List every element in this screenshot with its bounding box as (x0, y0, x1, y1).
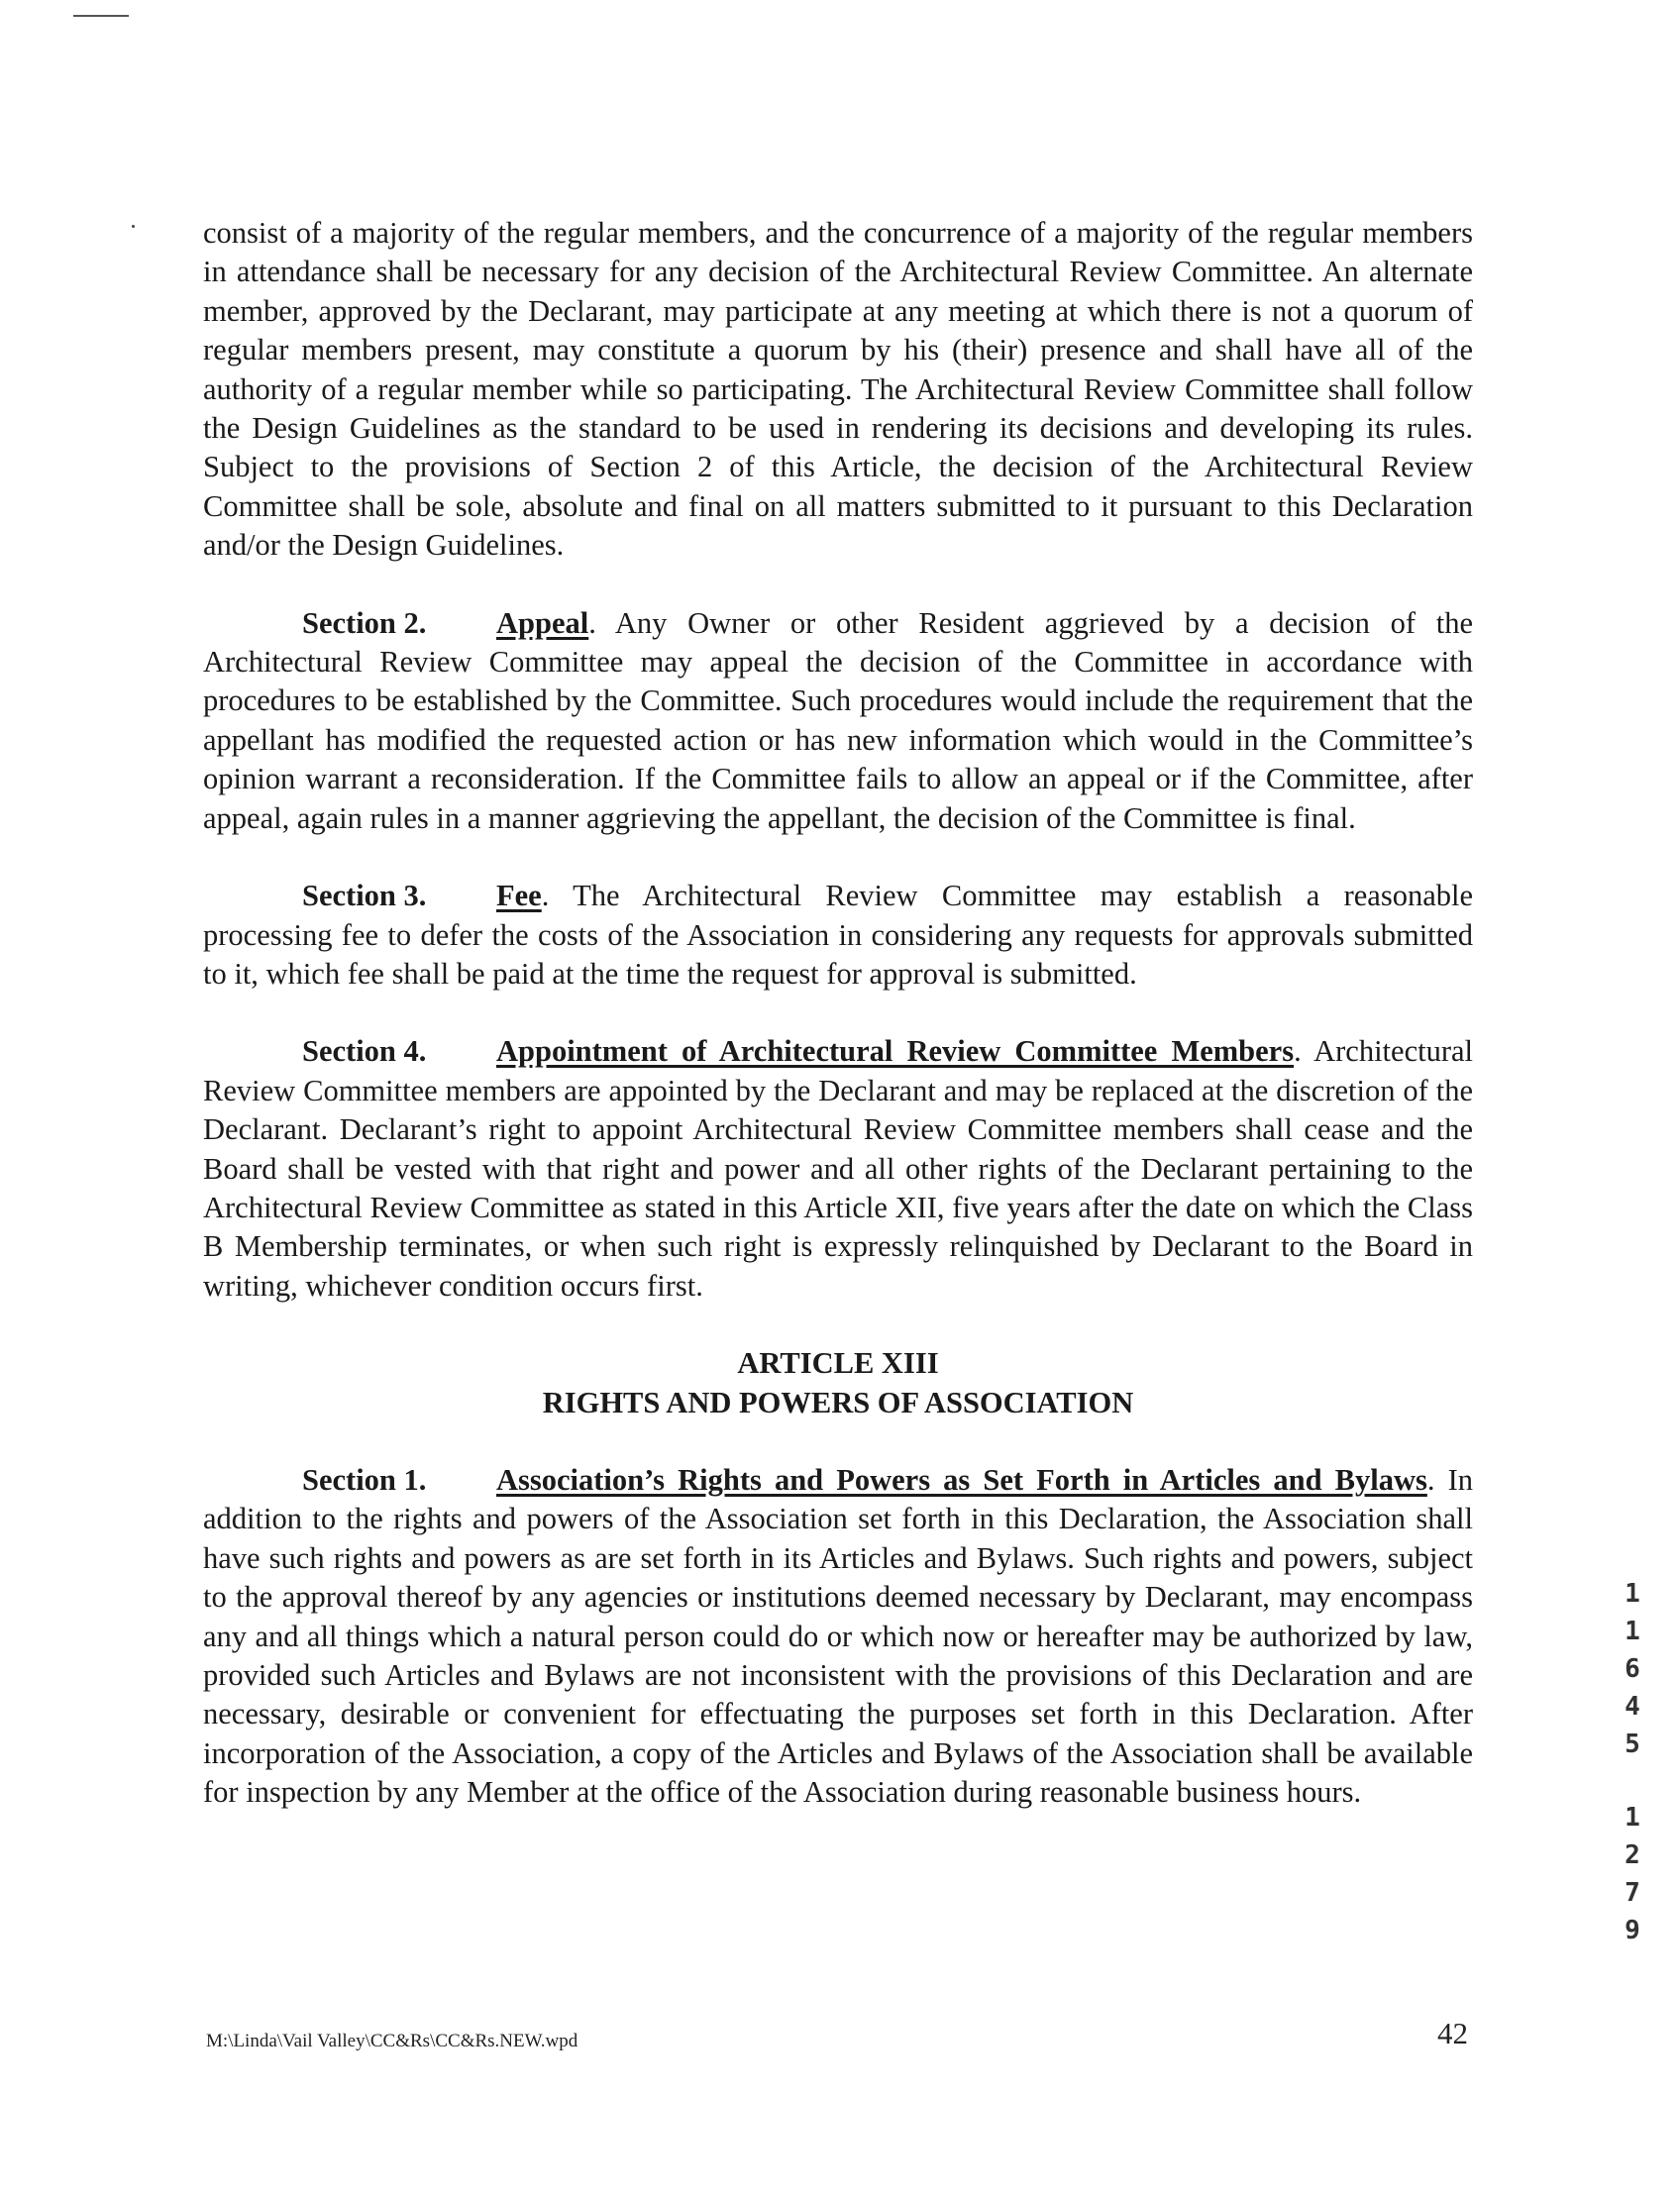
section-4-paragraph (203, 1032, 1473, 1306)
section-number: Section 2. (302, 605, 427, 640)
scan-top-mark (73, 15, 129, 17)
article-title: RIGHTS AND POWERS OF ASSOCIATION (542, 1385, 1134, 1419)
section-2-paragraph (203, 604, 1473, 838)
stamp-digit: 9 (1625, 1916, 1640, 1945)
stamp-digit: 6 (1625, 1654, 1640, 1684)
article-number: ARTICLE XIII (737, 1346, 939, 1381)
section-number: Section 1. (302, 1462, 427, 1497)
section-body: . In addition to the rights and powers of the Association set forth in this Declaration, the Association shall have such rights and powers as are set forth in its Articles and Bylaws. Such rights and powers, subject to the approval thereof by any agencies or institutions deemed necessary by Declarant, may encompass any and all things which a natural person could do or which now or hereafter may be authorized by law, provided such Articles and Bylaws are not inconsistent with the provisions of this Declaration and are necessary, desirable or convenient for effectuating the purposes set forth in this Declaration. After incorporation of the Association, a copy of the Articles and Bylaws of the Association shall be available for inspection by any Member at the office of the Association during reasonable business hours. (203, 1462, 1473, 1810)
article-heading (203, 1344, 1473, 1422)
stamp-digit: 2 (1625, 1840, 1640, 1870)
intro-paragraph: consist of a majority of the regular members, and the concurrence of a majority of the regular members in attendance shall be necessary for any decision of the Architectural Review Committee. An alternate member, approved by the Declarant, may participate at any meeting at which there is not a quorum of regular members present, may constitute a quorum by his (their) presence and shall have all of the authority of a regular member while so participating. The Architectural Review Committee shall follow the Design Guidelines as the standard to be used in rendering its decisions and developing its rules. Subject to the provisions of Section 2 of this Article, the decision of the Architectural Review Committee shall be sole, absolute and final on all matters submitted to it pursuant to this Declaration and/or the Design Guidelines. (203, 216, 1473, 563)
section-number: Section 4. (302, 1034, 427, 1069)
section-title: Appointment of Architectural Review Committee Members (496, 1034, 1295, 1069)
scan-dot (132, 225, 135, 228)
section-body: . Any Owner or other Resident aggrieved by a decision of the Architectural Review Committee may appeal the decision of the Committee in accordance with procedures to be established by the Committee. Such procedures would include the requirement that the appellant has modified the requested action or has new information which would in the Committee’s opinion warrant a reconsideration. If the Committee fails to allow an appeal or if the Committee, after appeal, again rules in a manner aggrieving the appellant, the decision of the Committee is final. (203, 605, 1473, 835)
article-section-1-paragraph (203, 1461, 1473, 1813)
page-number: 42 (1437, 2016, 1468, 2050)
stamp-digit: 5 (1625, 1730, 1640, 1759)
stamp-digit: 7 (1625, 1878, 1640, 1908)
section-title: Appeal (496, 605, 589, 640)
stamp-digit: 4 (1625, 1692, 1640, 1722)
document-body (203, 214, 1473, 1851)
stamp-digit: 1 (1625, 1617, 1640, 1646)
section-body: . The Architectural Review Committee may establish a reasonable processing fee to defer the costs of the Association in considering any requests for approvals submitted to it, which fee shall be paid at the time the request for approval is submitted. (203, 879, 1473, 991)
section-number: Section 3. (302, 879, 427, 913)
section-title: Association’s Rights and Powers as Set Forth in Articles and Bylaws (496, 1462, 1427, 1497)
stamp-digit: 1 (1625, 1579, 1640, 1609)
section-title: Fee (496, 879, 542, 913)
section-3-paragraph (203, 877, 1473, 994)
recording-number-stamp (1617, 1575, 1648, 1949)
stamp-digit: 1 (1625, 1803, 1640, 1833)
footer-file-path: M:\Linda\Vail Valley\CC&Rs\CC&Rs.NEW.wpd (206, 2031, 578, 2051)
section-body: . Architectural Review Committee members are appointed by the Declarant and may be replaced at the discretion of the Declarant. Declarant’s right to appoint Architectural Review Committee members shall cease and the Board shall be vested with that right and power and all other rights of the Declarant pertaining to the Architectural Review Committee as stated in this Article XII, five years after the date on which the Class B Membership terminates, or when such right is expressly relinquished by Declarant to the Board in writing, whichever condition occurs first. (203, 1034, 1473, 1303)
